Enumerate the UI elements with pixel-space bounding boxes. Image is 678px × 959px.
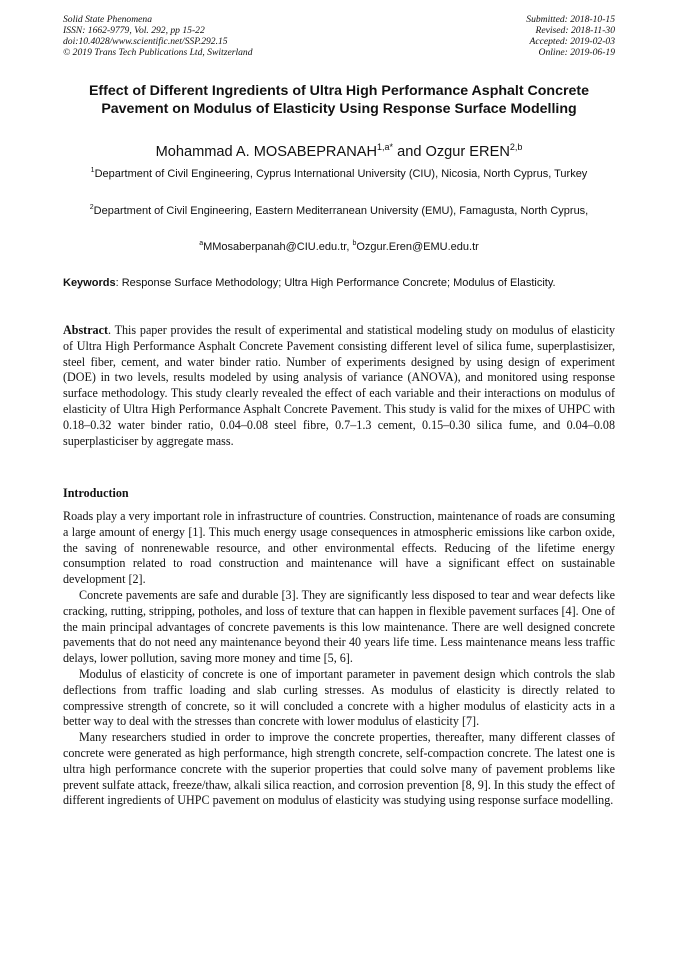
author-line <box>60 143 618 161</box>
journal-header-left <box>63 14 253 58</box>
author-emails <box>80 240 598 254</box>
paragraph: Modulus of elasticity of concrete is one of important parameter in pavement design which controls the slab deflections from traffic loading and slab curling stresses. As modulus of elasticity is directly related to compressive strength of concrete, so it will concluded a concrete with a higher modulus of elasticity acts in a better way to deal with the stresses than concrete with lower modulus of elasticity [7]. <box>63 666 615 729</box>
submitted-date: Submitted: 2018-10-15 <box>526 14 615 25</box>
author-affiliation-marker: 2,b <box>509 142 523 152</box>
paragraph: Roads play a very important role in infrastructure of countries. Construction, maintenance of roads are consuming a large amount of energy [1]. This much energy usage consequences in atmospheric emissions like carbon oxide, the saving of nonrenewable resource, and other environmental effects. Reducing of the lifetime energy consumption related to road construction and maintenance will have a significant effect on sustainable development [2]. <box>63 509 615 587</box>
abstract-section <box>63 323 615 449</box>
author-affiliation-marker: 1,a* <box>377 142 394 152</box>
paper-title: Effect of Different Ingredients of Ultra High Performance Asphalt Concrete Pavement on Modulus of Elasticity Using Response Surface Modelling <box>88 83 590 117</box>
affiliation-text: Department of Civil Engineering, Cyprus International University (CIU), Nicosia, North Cyprus, Turkey <box>94 168 588 180</box>
affiliation-text: Department of Civil Engineering, Eastern Mediterranean University (EMU), Famagusta, North Cyprus, <box>93 205 589 217</box>
affiliation-1 <box>80 166 598 182</box>
keywords-text: : Response Surface Methodology; Ultra High Performance Concrete; Modulus of Elasticity. <box>115 277 556 289</box>
email-link[interactable]: Ozgur.Eren@EMU.edu.tr <box>356 241 479 253</box>
abstract-text: . This paper provides the result of experimental and statistical modeling study on modulus of elasticity of Ultra High Performance Asphalt Concrete Pavement consisting different level of silica fume, superplastisizer, steel fiber, cement, and water binder ratio. Number of experiments designed by using design of experiment (DOE) in two levels, results modeled by using analysis of variance (ANOVA), and monitored using response surface methodology. This study clearly revealed the effect of each variable and their interactions on modulus of elasticity of Ultra High Performance Asphalt Concrete Pavement. This study is valid for the mixes of UHPC with 0.18–0.32 water binder ratio, 0.04–0.08 steel fibre, 0.7–1.3 cement, 0.15–0.30 silica fume, and 0.04–0.08 superplasticiser by aggregate mass. <box>63 323 615 448</box>
author-name: Ozgur EREN <box>425 144 510 160</box>
doi-line[interactable]: doi:10.4028/www.scientific.net/SSP.292.15 <box>63 36 228 47</box>
email-link[interactable]: MMosaberpanah@CIU.edu.tr, <box>203 241 353 253</box>
online-date: Online: 2019-06-19 <box>538 47 615 58</box>
section-heading: Introduction <box>63 486 129 500</box>
paragraph: Many researchers studied in order to improve the concrete properties, thereafter, many different classes of concrete were generated as high performance, high strength concrete, self-compaction concrete. The latest one is ultra high performance concrete with the superior properties that could solve many of pavement problems like prevent sulfate attack, freeze/thaw, alkali silica reaction, and corrosion prevention [8, 9]. In this study the effect of different ingredients of UHPC pavement on modulus of elasticity was studying using response surface modelling. <box>63 730 615 808</box>
author-name: Mohammad A. MOSABEPRANAH <box>155 144 378 160</box>
abstract-label: Abstract <box>63 323 109 337</box>
keywords-label: Keywords <box>63 277 116 289</box>
affiliation-marker: 2 <box>89 204 94 211</box>
revised-date: Revised: 2018-11-30 <box>535 25 615 36</box>
issn-line: ISSN: 1662-9779, Vol. 292, pp 15-22 <box>63 25 205 36</box>
email-marker: b <box>352 240 357 247</box>
email-marker: a <box>199 240 204 247</box>
introduction-section <box>63 509 615 809</box>
copyright-line: © 2019 Trans Tech Publications Ltd, Switzerland <box>63 47 253 58</box>
paragraph: Concrete pavements are safe and durable [3]. They are significantly less disposed to tear and wear defects like cracking, rutting, stripping, potholes, and loss of texture that can happen in flexible pavement surfaces [4]. One of the main principal advantages of concrete pavements is this low maintenance. There are well designed concrete pavements that do not need any maintenance beyond their 40 years life time. Less maintenance means less traffic delays, lower pollution, saving more money and time [5, 6]. <box>63 587 615 666</box>
accepted-date: Accepted: 2019-02-03 <box>529 36 615 47</box>
keywords-section <box>63 276 615 290</box>
journal-header-right <box>526 14 615 58</box>
affiliation-marker: 1 <box>90 167 95 174</box>
affiliation-2 <box>80 203 598 219</box>
author-connector: and <box>393 144 426 160</box>
journal-name: Solid State Phenomena <box>63 14 152 25</box>
